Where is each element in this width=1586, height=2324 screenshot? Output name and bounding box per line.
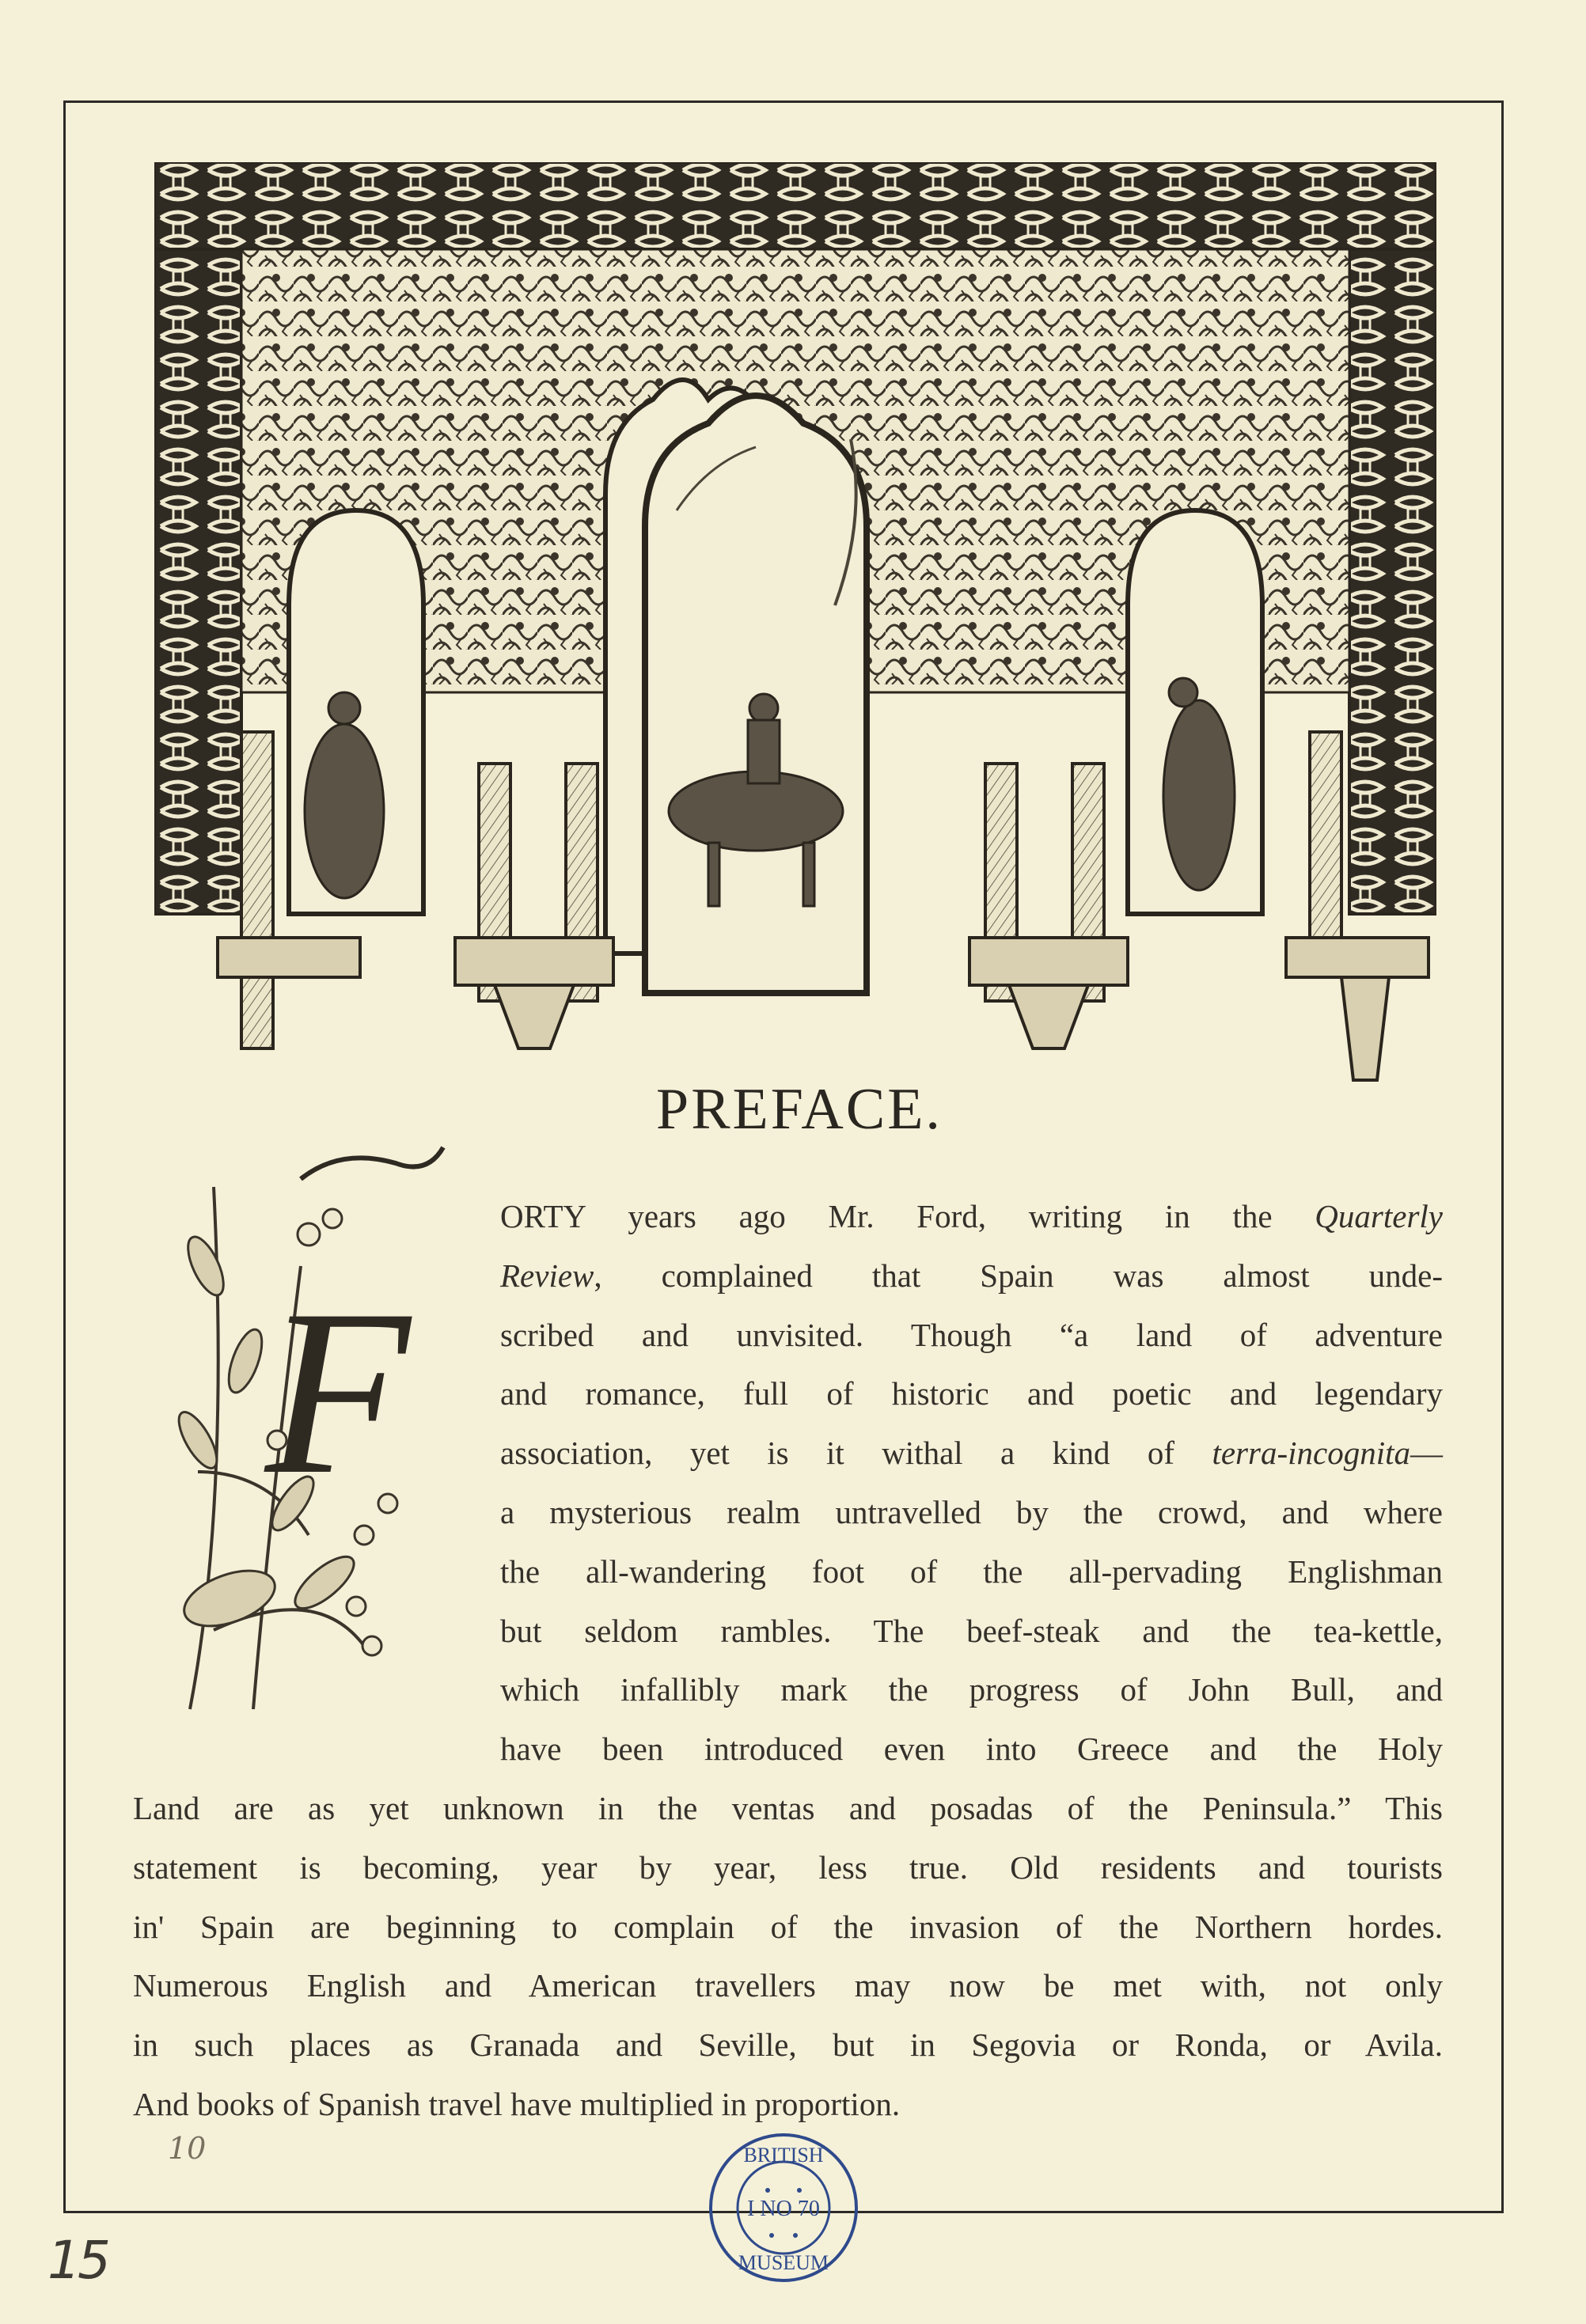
text-run: in' Spain are beginning to complain of the invasion of the Northern hordes. xyxy=(133,1908,1443,1945)
stamp-bottom-text: MUSEUM xyxy=(738,2251,829,2274)
text-line xyxy=(500,1719,1443,1779)
italic-text: Review xyxy=(500,1257,594,1294)
text-run: have been introduced even into Greece and the Holy xyxy=(500,1731,1443,1768)
british-museum-stamp xyxy=(692,2129,875,2287)
text-run: , complained that Spain was almost unde- xyxy=(594,1257,1443,1294)
text-run: and romance, full of historic and poetic and legendary xyxy=(500,1375,1443,1412)
initial-letter-glyph: F xyxy=(265,1261,411,1523)
text-line xyxy=(133,1956,1443,2015)
pencil-page-number: 10 xyxy=(168,2131,207,2166)
italic-text: terra-incognita xyxy=(1212,1435,1410,1472)
text-run: which infallibly mark the progress of John Bull, and xyxy=(500,1671,1443,1708)
text-line xyxy=(133,2075,1443,2134)
text-line xyxy=(500,1424,1443,1483)
text-line xyxy=(133,1897,1443,1957)
text-run: statement is becoming, year by year, less true. Old residents and tourists xyxy=(133,1848,1443,1886)
text-run: Numerous English and American travellers may now be met with, not only xyxy=(133,1967,1443,2004)
text-line xyxy=(133,1779,1443,1838)
preface-paragraph xyxy=(133,1187,1443,2134)
text-line xyxy=(133,1838,1443,1897)
text-run: the all-wandering foot of the all-pervading Englishman xyxy=(500,1552,1443,1590)
text-run: scribed and unvisited. Though “a land of adventure xyxy=(500,1316,1443,1353)
text-run: association, yet is it withal a kind of xyxy=(500,1435,1212,1472)
text-line xyxy=(500,1306,1443,1365)
text-line xyxy=(500,1602,1443,1661)
text-line xyxy=(500,1483,1443,1542)
text-run: in such places as Granada and Seville, but in Segovia or Ronda, or Avila. xyxy=(133,2026,1443,2064)
stamp-middle-text: I NO 70 xyxy=(747,2197,820,2221)
text-line xyxy=(500,1187,1443,1246)
text-line xyxy=(500,1364,1443,1424)
text-line xyxy=(133,2015,1443,2075)
text-run: a mysterious realm untravelled by the crowd, and where xyxy=(500,1493,1443,1530)
text-line xyxy=(500,1660,1443,1719)
folio-mark: 15 xyxy=(47,2230,108,2291)
text-run: but seldom rambles. The beef-steak and the tea-kettle, xyxy=(500,1612,1443,1649)
text-run: ORTY years ago Mr. Ford, writing in the xyxy=(500,1198,1315,1234)
text-line xyxy=(500,1542,1443,1602)
stamp-top-text: BRITISH xyxy=(743,2144,824,2167)
text-run: — xyxy=(1410,1435,1443,1472)
text-line xyxy=(500,1246,1443,1306)
italic-text: Quarterly xyxy=(1315,1198,1443,1234)
text-run: Land are as yet unknown in the ventas and posadas of the Peninsula.” This xyxy=(133,1789,1443,1826)
text-run: And books of Spanish travel have multiplied in proportion. xyxy=(133,2085,901,2122)
page-title: PREFACE. xyxy=(656,1077,943,1142)
